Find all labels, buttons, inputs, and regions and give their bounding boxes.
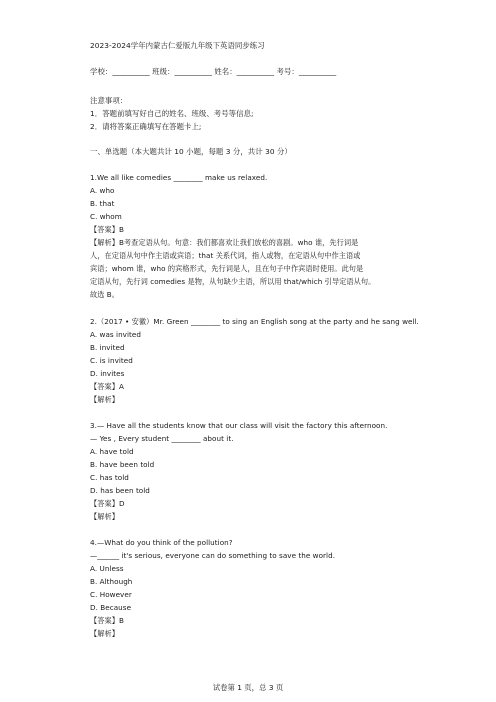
question-option: B. Although: [90, 577, 133, 586]
page-footer: 试卷第 1 页，总 3 页: [212, 683, 284, 692]
question-option: D. Because: [90, 603, 132, 612]
notice-heading: 注意事项：: [90, 96, 128, 105]
student-info-line: 学校：__________ 班级：__________ 姓名：__________ 考号：__________: [90, 67, 337, 76]
section-heading: 一、单选题（本大题共计 10 小题，每题 3 分，共计 30 分）: [90, 147, 292, 156]
question-option: C. has told: [90, 473, 129, 482]
answer-label: 【答案】B: [90, 616, 124, 625]
analysis-text: 人，在定语从句中作主语或宾语；that 关系代词，指人或物，在定语从句中作主语或: [90, 251, 361, 260]
question-option: A. who: [90, 186, 115, 195]
document-title: 2023-2024学年内蒙古仁爱版九年级下英语同步练习: [90, 41, 265, 50]
notice-item: 2．请将答案正确填写在答题卡上;: [90, 122, 202, 131]
analysis-text: 【解析】: [90, 629, 119, 638]
question-option: D. has been told: [90, 486, 150, 495]
question-stem: 4.—What do you think of the pollution?: [90, 538, 233, 547]
question-option: B. invited: [90, 343, 125, 352]
question-option: C. is invited: [90, 356, 133, 365]
notice-item: 1．答题前填写好自己的姓名、班级、考号等信息;: [90, 109, 254, 118]
question-stem-reply: — Yes , Every student ________ about it.: [90, 434, 234, 443]
answer-label: 【答案】D: [90, 499, 125, 508]
question-option: A. was invited: [90, 330, 141, 339]
question-stem: 2.（2017 • 安徽）Mr. Green ________ to sing an English song at the party and he sang well.: [90, 317, 419, 326]
question-stem: 3.— Have all the students know that our class will visit the factory this afternoon.: [90, 421, 388, 430]
question-stem: 1.We all like comedies ________ make us relaxed.: [90, 173, 268, 182]
question-stem-reply: —______ it's serious, everyone can do something to save the world.: [90, 551, 336, 560]
analysis-text: 【解析】: [90, 395, 119, 404]
question-option: B. that: [90, 199, 115, 208]
question-option: C. whom: [90, 212, 122, 221]
question-option: A. have told: [90, 447, 134, 456]
analysis-text: 宾语；whom 谁，who 的宾格形式，先行词是人，且在句子中作宾语时使用。此句是: [90, 264, 364, 273]
analysis-text: 【解析】B考查定语从句。句意：我们都喜欢让我们放松的喜剧。who 谁，先行词是: [90, 238, 359, 247]
answer-label: 【答案】A: [90, 382, 124, 391]
question-option: A. Unless: [90, 564, 124, 573]
analysis-text: 定语从句，先行词 comedies 是物，从句缺少主语，所以用 that/which 引导定语从句。: [90, 277, 376, 286]
analysis-text: 【解析】: [90, 512, 119, 521]
question-option: B. have been told: [90, 460, 155, 469]
question-option: D. invites: [90, 369, 125, 378]
question-option: C. However: [90, 590, 132, 599]
analysis-text: 故选 B。: [90, 290, 120, 299]
answer-label: 【答案】B: [90, 225, 124, 234]
